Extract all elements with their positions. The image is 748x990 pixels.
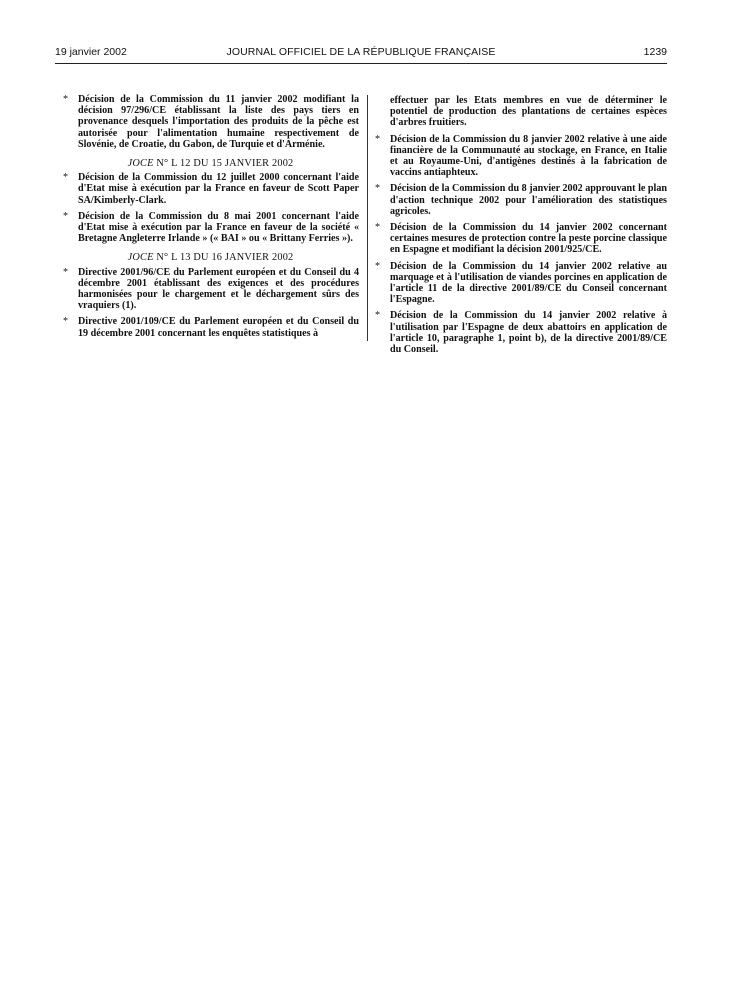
list-item xyxy=(62,172,359,206)
entry-text: Décision de la Commission du 11 janvier 2002 modifiant la décision 97/296/CE établissant la liste des pays tiers en provenance desquels l'importation des produits de la pêche est autorisée pour l'alimentation humaine respectivement de Slovénie, de Croatie, du Gabon, de Turquie et d'Arménie. xyxy=(78,94,359,150)
bullet-star: * xyxy=(375,183,381,195)
bullet-star: * xyxy=(375,222,381,234)
right-column xyxy=(374,95,667,360)
list-item xyxy=(374,310,667,355)
entry-text: Décision de la Commission du 8 janvier 2002 relative à une aide financière de la Communauté au stockage, en France, en Italie et au Royaume-Uni, d'antigènes destinés à la fabrication de vaccins antiaphteux. xyxy=(390,133,667,179)
entry-text: effectuer par les Etats membres en vue de déterminer le potentiel de production des plantations de certaines espèces d'arbres fruitiers. xyxy=(390,95,667,129)
bullet-star: * xyxy=(375,260,381,272)
entry-text: Décision de la Commission du 8 mai 2001 concernant l'aide d'Etat mise à exécution par la France en faveur de la société « Bretagne Angleterre Irlande » (« BAI » ou « Brittany Ferries »). xyxy=(78,210,359,245)
column-divider xyxy=(367,95,368,341)
bullet-star: * xyxy=(63,316,69,328)
left-column xyxy=(62,94,359,344)
list-item xyxy=(374,183,667,217)
list-item xyxy=(62,316,359,338)
section-heading-number: N° L 12 DU 15 JANVIER 2002 xyxy=(153,158,294,170)
header-rule xyxy=(55,63,667,64)
section-heading-journal: JOCE xyxy=(127,158,154,170)
entry-text: Décision de la Commission du 12 juillet 2000 concernant l'aide d'Etat mise à exécution par la France en faveur de Scott Paper SA/Kimberly-Clark. xyxy=(78,172,359,206)
page-header xyxy=(55,46,667,62)
list-item xyxy=(374,222,667,256)
entry-text: Décision de la Commission du 8 janvier 2002 approuvant le plan d'action technique 2002 pour l'amélioration des statistiques agricoles. xyxy=(390,183,667,217)
bullet-star: * xyxy=(63,266,69,278)
list-item xyxy=(62,94,359,150)
list-item xyxy=(374,134,667,179)
header-date: 19 janvier 2002 xyxy=(55,46,127,58)
bullet-star: * xyxy=(63,210,69,222)
section-heading-number: N° L 13 DU 16 JANVIER 2002 xyxy=(153,252,294,264)
bullet-star: * xyxy=(375,310,381,322)
header-page-number: 1239 xyxy=(643,46,667,58)
section-heading xyxy=(62,158,359,169)
section-heading-journal: JOCE xyxy=(127,252,154,264)
entry-text: Décision de la Commission du 14 janvier 2002 relative au marquage et à l'utilisation de viandes porcines en application de l'article 11 de la directive 2001/89/CE du Conseil concernant l'Espagne. xyxy=(390,260,667,306)
bullet-star: * xyxy=(63,172,69,184)
entry-text: Directive 2001/109/CE du Parlement européen et du Conseil du 19 décembre 2001 concernant les enquêtes statistiques à xyxy=(78,316,359,339)
list-item xyxy=(374,261,667,306)
entry-text: Décision de la Commission du 14 janvier 2002 relative à l'utilisation par l'Espagne de deux abattoirs en application de l'article 10, paragraphe 1, point b), de la directive 2001/89/CE du Conseil. xyxy=(390,310,667,356)
list-item xyxy=(62,211,359,245)
header-title: JOURNAL OFFICIEL DE LA RÉPUBLIQUE FRANÇAISE xyxy=(226,46,496,58)
list-item-continuation xyxy=(374,95,667,129)
entry-text: Directive 2001/96/CE du Parlement européen et du Conseil du 4 décembre 2001 établissant des exigences et des procédures harmonisées pour le chargement et le déchargement sûrs des vraquiers (1). xyxy=(78,266,359,312)
section-heading xyxy=(62,252,359,263)
bullet-star: * xyxy=(375,133,381,145)
entry-text: Décision de la Commission du 14 janvier 2002 concernant certaines mesures de protection contre la peste porcine classique en Espagne et modifiant la décision 2001/925/CE. xyxy=(390,222,667,256)
bullet-star: * xyxy=(63,94,69,105)
list-item xyxy=(62,267,359,312)
